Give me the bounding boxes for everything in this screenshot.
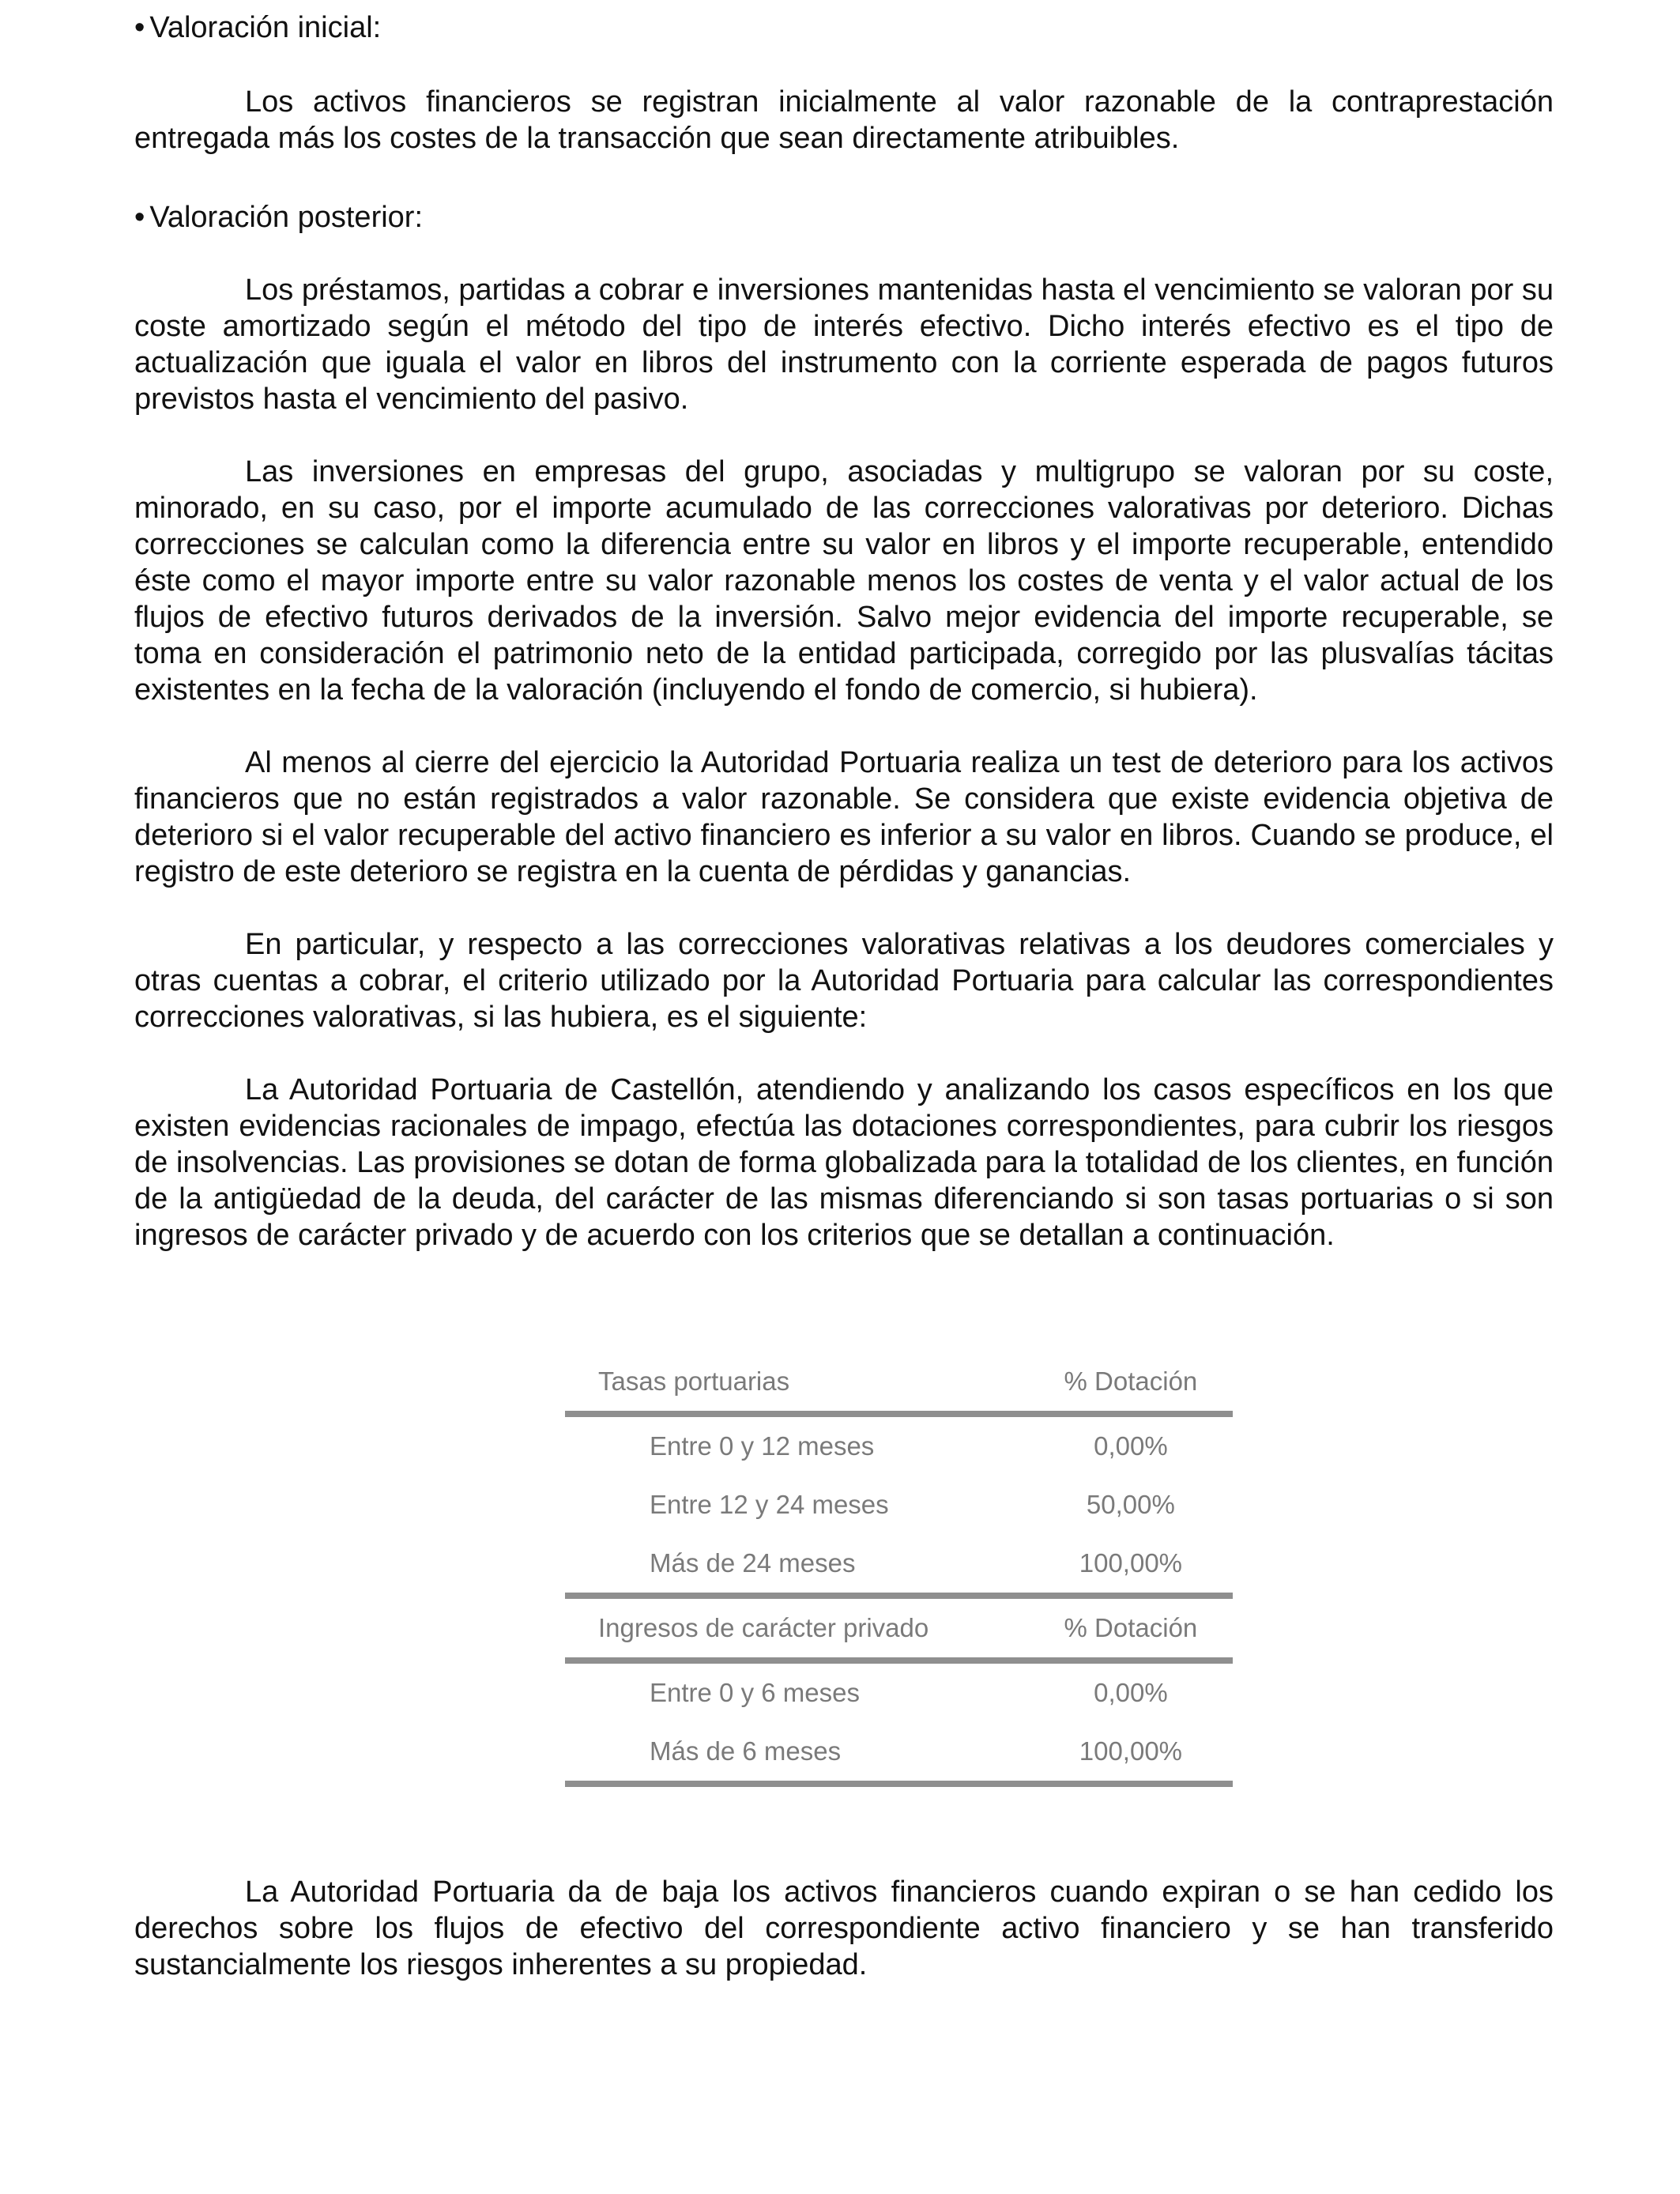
row-label: Entre 0 y 6 meses (650, 1678, 860, 1707)
loans-valuation-paragraph: Los préstamos, partidas a cobrar e inversiones mantenidas hasta el vencimiento se valoran por su coste amortizado según el método del tipo de interés efectivo. Dicho interés efectivo es el tipo de actualización que iguala el valor en libros del instrumento con la corriente esperada de pagos futuros previstos hasta el vencimiento del pasivo. (134, 273, 1554, 416)
initial-valuation-paragraph: Los activos financieros se registran inicialmente al valor razonable de la contraprestación entregada más los costes de la transacción que sean directamente atribuibles. (134, 85, 1554, 155)
row-value: 50,00% (1086, 1490, 1175, 1519)
posterior-valuation-heading-text: Valoración posterior: (149, 201, 424, 234)
table-row (565, 1661, 1233, 1722)
row-value: 0,00% (1094, 1431, 1168, 1461)
row-value: 100,00% (1029, 1722, 1233, 1784)
row-label: Entre 12 y 24 meses (650, 1490, 889, 1519)
posterior-valuation-heading (134, 199, 1554, 236)
initial-valuation-heading-text: Valoración inicial: (149, 11, 382, 44)
table-header-row (565, 1352, 1233, 1414)
row-label: Más de 6 meses (565, 1722, 1029, 1784)
row-label: Más de 24 meses (565, 1534, 1029, 1596)
impairment-test-paragraph: Al menos al cierre del ejercicio la Autoridad Portuaria realiza un test de deterioro para los activos financieros que no están registrados a valor razonable. Se considera que existe evidencia objetiva de deterioro si el valor recuperable del activo financiero es inferior a su valor en libros. Cuando se produce, el registro de este deterioro se registra en la cuenta de pérdidas y ganancias. (134, 746, 1554, 888)
castellon-provisions-paragraph: La Autoridad Portuaria de Castellón, atendiendo y analizando los casos específicos en los que existen evidencias racionales de impago, efectúa las dotaciones correspondientes, para cubrir los riesgos de insolvencias. Las provisiones se dotan de forma globalizada para la totalidad de los clientes, en función de la antigüedad de la deuda, del carácter de las mismas diferenciando si son tasas portuarias o si son ingresos de carácter privado y de acuerdo con los criterios que se detallan a continuación. (134, 1073, 1554, 1252)
table-row (565, 1414, 1233, 1476)
row-value: 0,00% (1094, 1678, 1168, 1707)
receivables-criteria-paragraph: En particular, y respecto a las correcciones valorativas relativas a los deudores comerciales y otras cuentas a cobrar, el criterio utilizado por la Autoridad Portuaria para calcular las correspondientes correcciones valorativas, si las hubiera, es el siguiente: (134, 928, 1554, 1034)
derecognition-section (134, 1874, 1554, 1983)
bullet-icon: • (134, 201, 145, 234)
table-row (565, 1476, 1233, 1534)
provisions-table (565, 1352, 1233, 1787)
table-row (565, 1722, 1233, 1784)
port-fees-header: Tasas portuarias (565, 1352, 1029, 1414)
initial-valuation-heading (134, 9, 1554, 46)
bullet-icon: • (134, 11, 145, 44)
allocation-header: % Dotación (1029, 1596, 1233, 1661)
table-header-row (565, 1596, 1233, 1661)
private-income-header: Ingresos de carácter privado (565, 1596, 1029, 1661)
row-value: 100,00% (1029, 1534, 1233, 1596)
derecognition-paragraph: La Autoridad Portuaria da de baja los activos financieros cuando expiran o se han cedido los derechos sobre los flujos de efectivo del correspondiente activo financiero y se han transferido sustancialmente los riesgos inherentes a su propiedad. (134, 1875, 1554, 1981)
table-row (565, 1534, 1233, 1596)
group-investments-paragraph: Las inversiones en empresas del grupo, asociadas y multigrupo se valoran por su coste, minorado, en su caso, por el importe acumulado de las correcciones valorativas por deterioro. Dichas correcciones se calculan como la diferencia entre su valor en libros y el importe recuperable, entendido éste como el mayor importe entre su valor razonable menos los costes de venta y el valor actual de los flujos de efectivo futuros derivados de la inversión. Salvo mejor evidencia del importe recuperable, se toma en consideración el patrimonio neto de la entidad participada, corregido por las plusvalías tácitas existentes en la fecha de la valoración (incluyendo el fondo de comercio, si hubiera). (134, 455, 1554, 707)
row-label: Entre 0 y 12 meses (650, 1431, 875, 1461)
document-body (134, 0, 1554, 1253)
allocation-header: % Dotación (1029, 1352, 1233, 1414)
